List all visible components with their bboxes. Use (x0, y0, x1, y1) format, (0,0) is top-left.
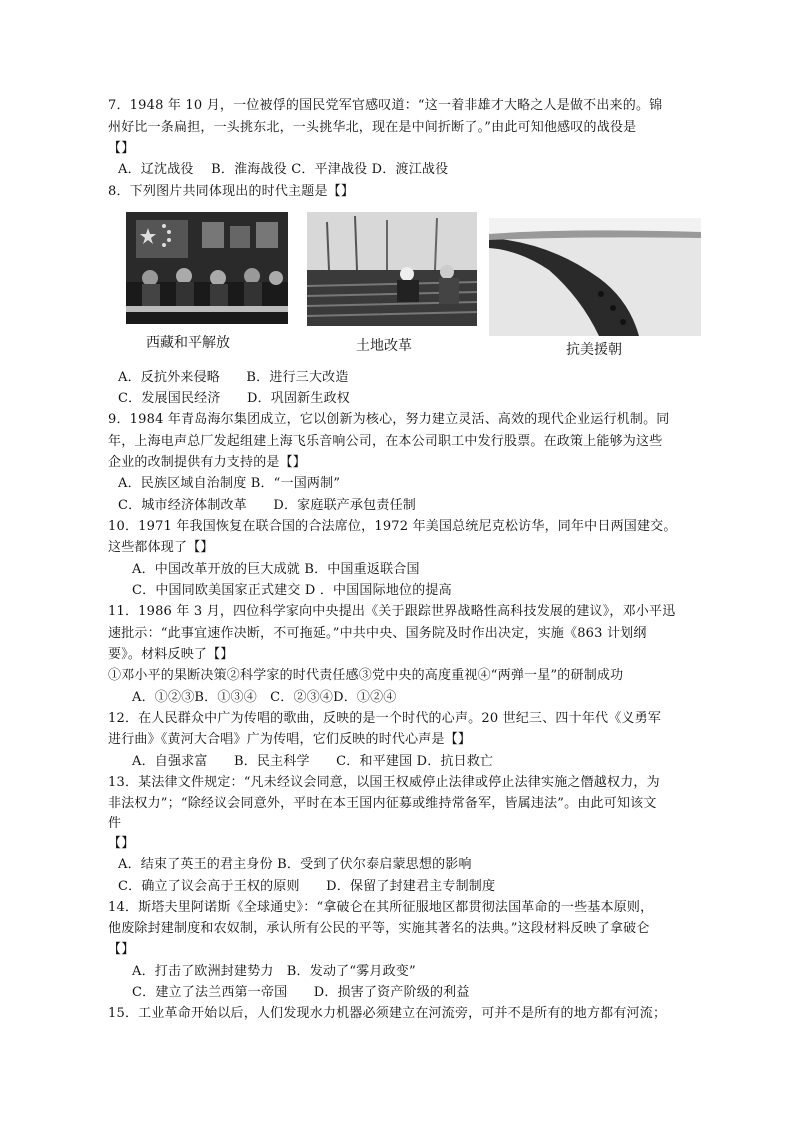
q9-stem-line1: 9．1984 年青岛海尔集团成立，它以创新为核心，努力建立灵活、高效的现代企业运行机制。同 (108, 412, 670, 427)
q11-stem-line2: 速批示：“此事宜速作决断，不可拖延。”中共中央、国务院及时作出决定，实施《863 计划纲 (108, 626, 647, 641)
q11-options: A．①②③B．①③④ C．②③④D．①②④ (132, 690, 397, 705)
q14-stem-line1: 14．斯塔夫里阿诺斯《全球通史》：“拿破仑在其所征服地区都贯彻法国革命的一些基本原则， (108, 900, 654, 915)
q13-answer-bracket: 【】 (108, 836, 135, 851)
caption-resist-us: 抗美援朝 (566, 342, 622, 358)
caption-tibet: 西藏和平解放 (146, 335, 230, 351)
q15-stem-line1: 15．工业革命开始以后，人们发现水力机器必须建立在河流旁，可并不是所有的地方都有河流； (108, 1006, 667, 1021)
q12-stem-line2: 进行曲》《黄河大合唱》广为传唱，它们反映的时代心声是【】 (108, 732, 472, 747)
q7-stem-line1: 7．1948 年 10 月，一位被俘的国民党军官感叹道：“这一着非雄才大略之人是做不出来的。锦 (108, 98, 663, 113)
land-reform-photo (307, 212, 477, 352)
q10-stem-line1: 10．1971 年我国恢复在联合国的合法席位，1972 年美国总统尼克松访华，同年中日两国建交。 (108, 519, 677, 534)
q9-stem-line2: 年，上海电声总厂发起组建上海飞乐音响公司，在本公司职工中发行股票。在政策上能够为这些 (108, 434, 663, 449)
q10-options-cd: C．中国同欧美国家正式建交 D ．中国国际地位的提高 (132, 583, 452, 598)
q11-stem-line1: 11．1986 年 3 月，四位科学家向中央提出《关于跟踪世界战略性高科技发展的建议》，邓小平迅 (108, 604, 676, 619)
resist-us-aid-korea-photo (489, 218, 701, 356)
q8-options-ab: A．反抗外来侵略 B．进行三大改造 (118, 370, 349, 385)
q13-options-cd: C．确立了议会高于王权的原则 D．保留了封建君主专制制度 (118, 879, 496, 894)
q13-stem-line3: 件 (108, 816, 122, 831)
caption-land-reform: 土地改革 (356, 338, 412, 354)
q12-options: A．自强求富 B．民主科学 C．和平建国 D．抗日救亡 (132, 754, 494, 769)
q9-options-ab: A．民族区域自治制度 B．“一国两制” (118, 476, 341, 491)
q12-stem-line1: 12．在人民群众中广为传唱的歌曲，反映的是一个时代的心声。20 世纪三、四十年代《义勇军 (108, 711, 662, 726)
q9-stem-line3: 企业的改制提供有力支持的是【】 (108, 455, 307, 470)
q14-answer-bracket: 【】 (108, 942, 135, 957)
q9-options-cd: C．城市经济体制改革 D．家庭联产承包责任制 (118, 498, 416, 513)
q13-stem-line1: 13．某法律文件规定：“凡未经议会同意，以国王权威停止法律或停止法律实施之僭越权力，为 (108, 775, 660, 790)
q13-options-ab: A．结束了英王的君主身份 B．受到了伏尔泰启蒙思想的影响 (118, 857, 472, 872)
q8-stem: 8．下列图片共同体现出的时代主题是【】 (108, 184, 355, 199)
q14-options-cd: C．建立了法兰西第一帝国 D．损害了资产阶级的利益 (132, 985, 470, 1000)
tibet-liberation-photo (126, 212, 288, 352)
q10-options-ab: A．中国改革开放的巨大成就 B．中国重返联合国 (132, 562, 420, 577)
q14-stem-line2: 他废除封建制度和农奴制，承认所有公民的平等，实施其著名的法典。”这段材料反映了拿破仑 (108, 921, 650, 936)
q10-stem-line2: 这些都体现了【】 (108, 540, 214, 555)
q8-options-cd: C．发展国民经济 D．巩固新生政权 (118, 391, 350, 406)
q7-options: A．辽沈战役 B．淮海战役 C．平津战役 D．渡江战役 (118, 162, 449, 177)
q14-options-ab: A．打击了欧洲封建势力 B．发动了“雾月政变” (132, 964, 416, 979)
q13-stem-line2: 非法权力”；“除经议会同意外，平时在本王国内征募或维持常备军，皆属违法”。由此可知该文 (108, 796, 657, 811)
q11-statements: ①邓小平的果断决策②科学家的时代责任感③党中央的高度重视④“两弹一星”的研制成功 (108, 668, 624, 683)
q7-answer-bracket: 【】 (108, 141, 135, 156)
q7-stem-line2: 州好比一条扁担，一头挑东北，一头挑华北，现在是中间折断了。”由此可知他感叹的战役是 (108, 120, 637, 135)
q11-stem-line3: 要》。材料反映了【】 (108, 647, 234, 662)
